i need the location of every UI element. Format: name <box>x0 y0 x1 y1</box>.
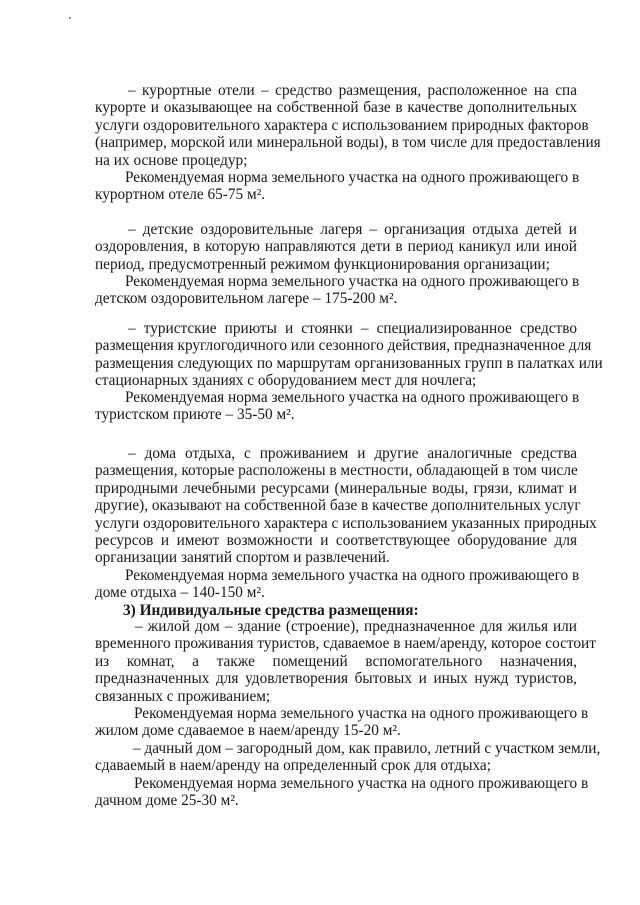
text-line: из комнат, а также помещений вспомогательного назначения, <box>95 652 577 670</box>
text-line: сдаваемый в наем/аренду на определенный срок для отдыха; <box>95 757 491 775</box>
text-line: Рекомендуемая норма земельного участка на одного проживающего в <box>125 169 580 186</box>
text-line: детском оздоровительном лагере – 175-200 м². <box>95 290 398 308</box>
text-line: услуги оздоровительного характера с использованием указанных природных <box>95 514 597 532</box>
paragraph-children-camps-norm <box>95 273 580 308</box>
text-line: Рекомендуемая норма земельного участка на одного проживающего в <box>125 567 580 584</box>
text-line: 3) Индивидуальные средства размещения: <box>123 602 419 619</box>
paragraph-country-house <box>95 740 601 775</box>
paragraph-tourist-shelters <box>95 320 603 390</box>
text-line: услуги оздоровительного характера с использованием природных факторов <box>95 116 589 134</box>
text-line: оздоровления, в которую направляются дети в период каникул или иной <box>95 238 577 256</box>
text-line: период, предусмотренный режимом функционирования организации; <box>95 255 550 273</box>
text-line: – дома отдыха, с проживанием и другие аналогичные средства <box>128 445 577 462</box>
text-line: размещения круглогодичного или сезонного действия, предназначенное для <box>95 337 592 355</box>
paragraph-residential-house <box>95 618 596 705</box>
text-line: – детские оздоровительные лагеря – организация отдыха детей и <box>128 221 577 238</box>
text-line: связанных с проживанием; <box>95 687 271 705</box>
paragraph-rest-houses <box>95 445 597 567</box>
text-line: стационарных зданиях с оборудованием мест для ночлега; <box>95 372 477 390</box>
text-line: размещения, которые расположены в местности, обладающей в том числе <box>95 462 578 480</box>
text-line: на их основе процедур; <box>95 151 248 169</box>
paragraph-country-house-norm <box>95 775 589 810</box>
text-line: – курортные отели – средство размещения, расположенное на спа <box>128 82 577 99</box>
text-line: Рекомендуемая норма земельного участка на одного проживающего в <box>125 273 580 290</box>
scan-speck <box>69 17 71 19</box>
paragraph-children-camps <box>95 221 577 273</box>
text-line: другие), оказывают на собственной базе в качестве дополнительных услуг <box>95 497 581 515</box>
text-line: доме отдыха – 140-150 м². <box>95 584 265 602</box>
text-line: временного проживания туристов, сдаваемое в наем/аренду, которое состоит <box>95 635 596 653</box>
text-line: размещения следующих по маршрутам организованных групп в палатках или <box>95 354 603 372</box>
paragraph-tourist-shelters-norm <box>95 389 580 424</box>
section-heading-section-3-heading <box>95 602 577 619</box>
paragraph-rest-houses-norm <box>95 567 580 602</box>
paragraph-residential-house-norm <box>95 705 589 740</box>
text-line: – жилой дом – здание (строение), предназначенное для жилья или <box>135 618 577 635</box>
text-line: (например, морской или минеральной воды), в том числе для предоставления <box>95 134 601 152</box>
text-line: жилом доме сдаваемое в наем/аренду 15-20 м². <box>95 722 401 740</box>
text-line: Рекомендуемая норма земельного участка на одного проживающего в <box>125 389 580 406</box>
text-line: Рекомендуемая норма земельного участка на одного проживающего в <box>134 705 589 722</box>
text-line: природными лечебными ресурсами (минеральные воды, грязи, климат и <box>95 479 577 497</box>
text-line: организации занятий спортом и развлечений. <box>95 549 390 567</box>
text-line: – дачный дом – загородный дом, как правило, летний с участком земли, <box>133 740 601 757</box>
text-line: курорте и оказывающее на собственной базе в качестве дополнительных <box>95 99 577 117</box>
text-line: предназначенных для удовлетворения бытовых и иных нужд туристов, <box>95 670 577 688</box>
text-line: Рекомендуемая норма земельного участка на одного проживающего в <box>134 775 589 792</box>
text-line: дачном доме 25-30 м². <box>95 792 239 810</box>
paragraph-resort-hotels-norm <box>95 169 580 204</box>
text-line: курортном отеле 65-75 м². <box>95 186 266 204</box>
text-line: туристском приюте – 35-50 м². <box>95 406 295 424</box>
text-line: – туристские приюты и стоянки – специализированное средство <box>128 320 577 337</box>
paragraph-resort-hotels <box>95 82 601 169</box>
text-line: ресурсов и имеют возможности и соответствующее оборудование для <box>95 531 577 549</box>
